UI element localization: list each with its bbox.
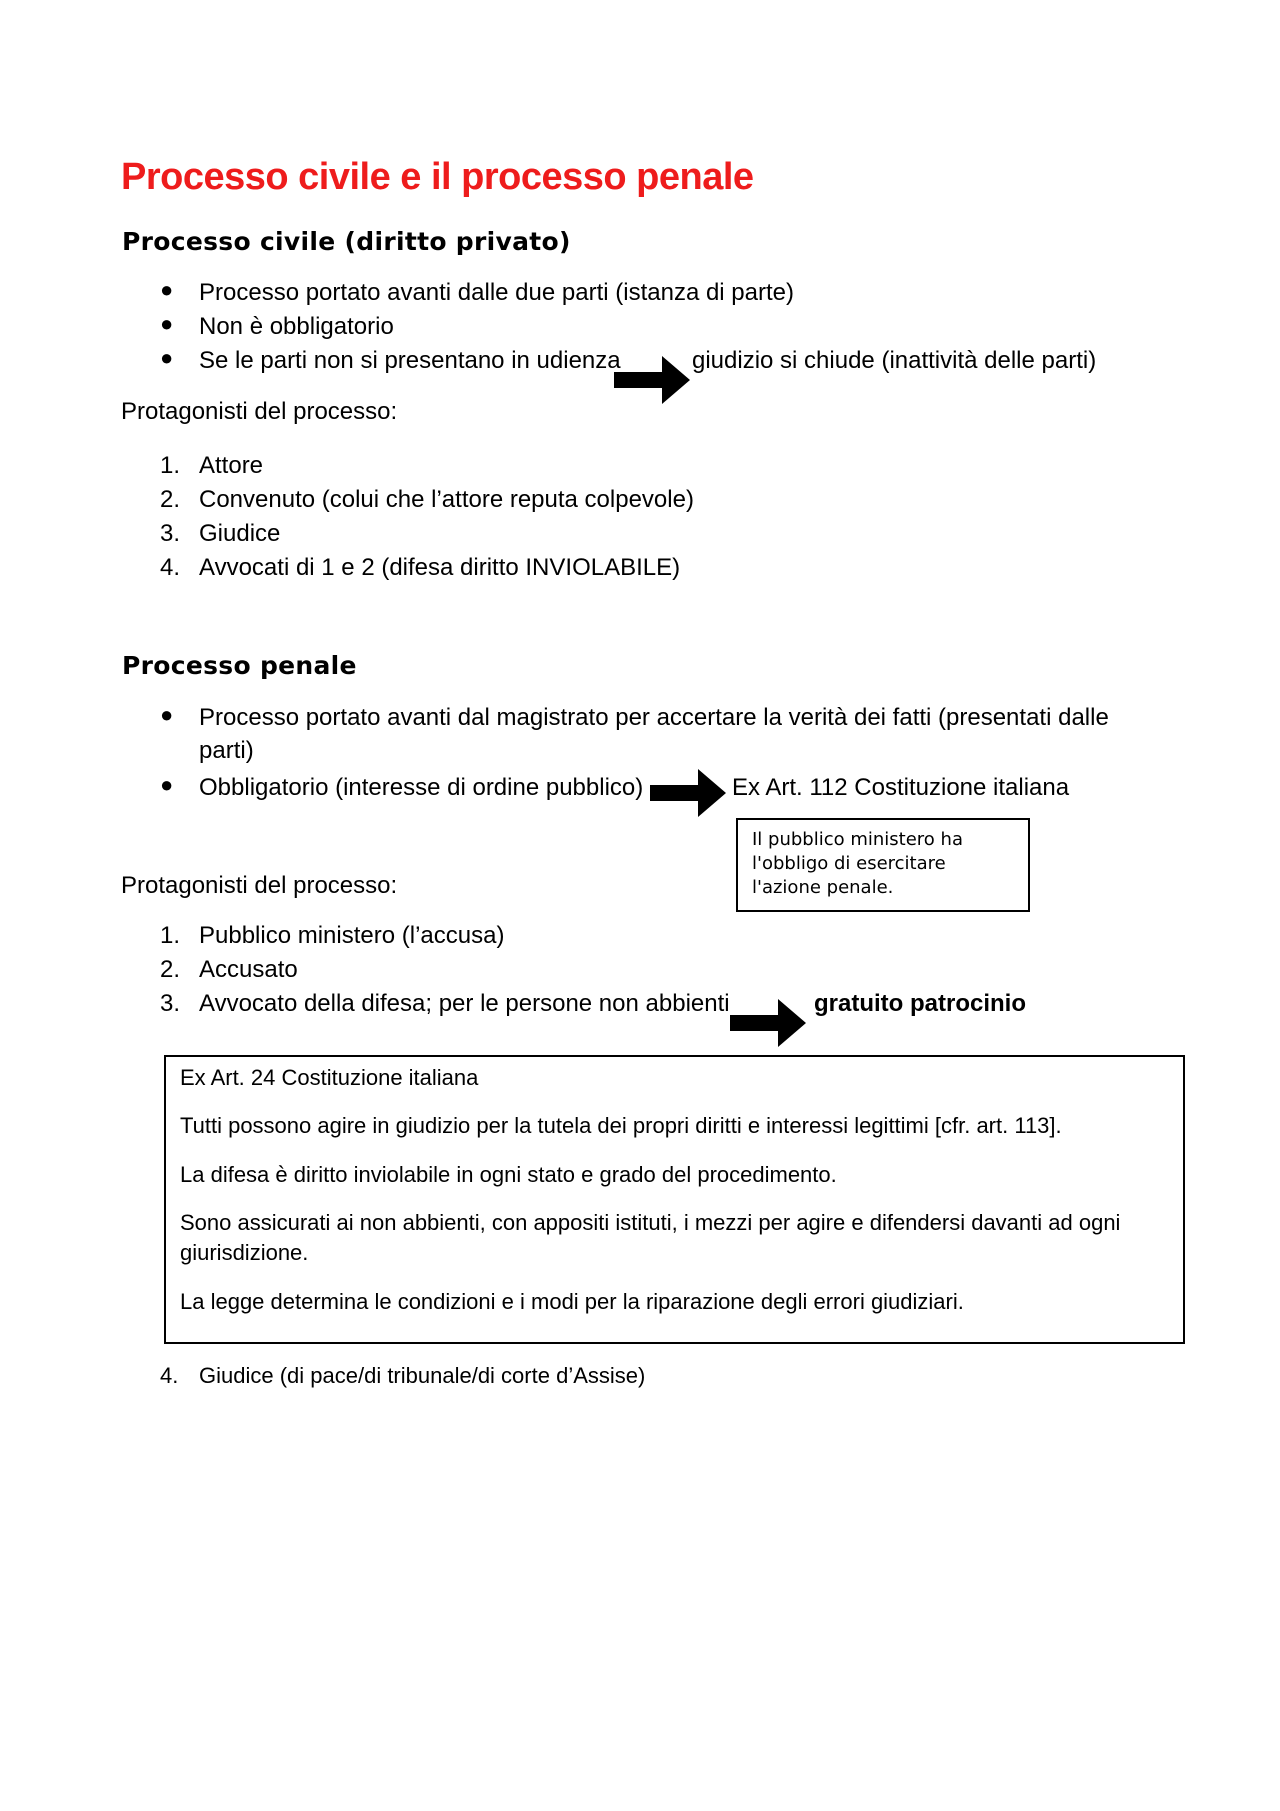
list-number: 4. <box>160 554 181 581</box>
box-paragraph: Tutti possono agire in giudizio per la tutela dei propri diritti e interessi legittimi [cfr. art. 113]. <box>180 1113 1062 1138</box>
box-paragraph: Sono assicurati ai non abbienti, con appositi istituti, i mezzi per agire e difendersi davanti ad ogni <box>180 1210 1121 1235</box>
list-item: Pubblico ministero (l’accusa) <box>199 922 505 949</box>
note-box <box>736 818 1030 912</box>
list-number: 4. <box>160 1363 179 1388</box>
bullet-icon: ● <box>160 345 174 370</box>
protagonists-label: Protagonisti del processo: <box>121 398 398 425</box>
box-title: Ex Art. 24 Costituzione italiana <box>180 1065 479 1090</box>
list-item: Processo portato avanti dalle due parti (istanza di parte) <box>199 279 794 306</box>
bullet-icon: ● <box>160 772 174 797</box>
box-paragraph: La legge determina le condizioni e i modi per la riparazione degli errori giudiziari. <box>180 1289 964 1314</box>
right-arrow-icon <box>648 765 728 821</box>
list-number: 1. <box>160 922 181 949</box>
arrow-result-text: giudizio si chiude (inattività delle parti) <box>692 347 1097 374</box>
section-heading-penale: Processo penale <box>122 651 357 680</box>
right-arrow-icon <box>728 995 808 1051</box>
protagonists-label: Protagonisti del processo: <box>121 872 398 899</box>
list-item: Avvocati di 1 e 2 (difesa diritto INVIOLABILE) <box>199 554 681 581</box>
right-arrow-icon <box>612 352 692 408</box>
note-line: l'obbligo di esercitare <box>752 853 946 874</box>
note-line: Il pubblico ministero ha <box>752 829 963 850</box>
article-24-box <box>164 1055 1185 1344</box>
list-number: 3. <box>160 520 181 547</box>
list-item: Non è obbligatorio <box>199 313 394 340</box>
list-item: Accusato <box>199 956 298 983</box>
list-item: Giudice <box>199 520 281 547</box>
list-item: Convenuto (colui che l’attore reputa colpevole) <box>199 486 694 513</box>
bullet-icon: ● <box>160 277 174 302</box>
list-item: Se le parti non si presentano in udienza <box>199 347 621 374</box>
box-paragraph-continuation: giurisdizione. <box>180 1240 309 1265</box>
list-item: Attore <box>199 452 264 479</box>
list-number: 2. <box>160 956 181 983</box>
list-number: 1. <box>160 452 181 479</box>
bullet-icon: ● <box>160 702 174 727</box>
list-item-continuation: parti) <box>199 737 254 764</box>
list-item: Obbligatorio (interesse di ordine pubblico) <box>199 774 644 801</box>
arrow-result-text: gratuito patrocinio <box>814 990 1026 1017</box>
arrow-result-text: Ex Art. 112 Costituzione italiana <box>732 774 1070 801</box>
page-title: Processo civile e il processo penale <box>121 156 754 198</box>
section-heading-civile: Processo civile (diritto privato) <box>122 227 571 256</box>
list-number: 3. <box>160 990 181 1017</box>
note-line: l'azione penale. <box>752 877 894 898</box>
list-item: Giudice (di pace/di tribunale/di corte d’Assise) <box>199 1363 646 1388</box>
bullet-icon: ● <box>160 311 174 336</box>
box-paragraph: La difesa è diritto inviolabile in ogni stato e grado del procedimento. <box>180 1162 837 1187</box>
list-number: 2. <box>160 486 181 513</box>
list-item: Processo portato avanti dal magistrato per accertare la verità dei fatti (presentati dalle <box>199 704 1109 731</box>
list-item: Avvocato della difesa; per le persone non abbienti <box>199 990 730 1017</box>
